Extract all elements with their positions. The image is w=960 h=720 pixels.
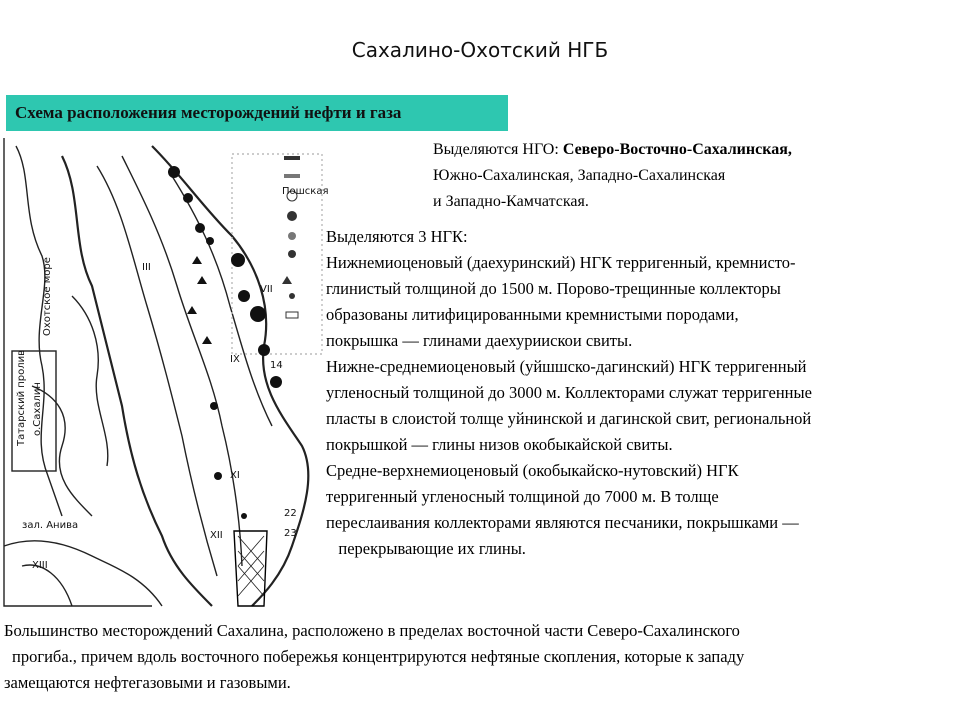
- field-marker: [241, 513, 247, 519]
- field-marker: [183, 193, 193, 203]
- ngk-line: угленосный толщиной до 3000 м. Коллекторами служат терригенные: [326, 383, 812, 402]
- oil-gas-fields-map: [2, 136, 332, 614]
- ngk-line: переслаивания коллекторами являются песчаники, покрышками —: [326, 513, 799, 532]
- ngo-line-3: и Западно-Камчатская.: [433, 193, 589, 210]
- legend-column: [282, 156, 300, 318]
- summary-line-3: замещаются нефтегазовыми и газовыми.: [4, 673, 291, 692]
- map-svg: [2, 136, 332, 614]
- mainland-coast: [16, 146, 62, 516]
- ngk-line: Нижнемиоценовый (даехуринский) НГК терригенный, кремнисто-: [326, 253, 796, 272]
- region-label: XI: [230, 470, 240, 481]
- ngk-description: [326, 224, 954, 562]
- ngk-line: перекрывающие их глины.: [326, 539, 526, 558]
- summary-line-1: Большинство месторождений Сахалина, расположено в пределах восточной части Северо-Сахалинского: [4, 621, 740, 640]
- ngk-line: терригенный угленосный толщиной до 7000 м. В толще: [326, 487, 719, 506]
- ngk-heading: Выделяются 3 НГК:: [326, 227, 468, 246]
- field-marker: [206, 237, 214, 245]
- ngo-bold: Северо-Восточно-Сахалинская,: [562, 141, 792, 158]
- field-marker: [168, 166, 180, 178]
- ngo-line-2: Южно-Сахалинская, Западно-Сахалинская: [433, 167, 726, 184]
- field-marker: [210, 402, 218, 410]
- kuril-label: Пошская: [282, 186, 329, 197]
- field-number: 23: [284, 528, 297, 539]
- strait-label: Татарский пролив: [16, 349, 27, 446]
- bay-label: зал. Анива: [22, 520, 79, 531]
- field-marker: [250, 306, 266, 322]
- field-marker: [238, 290, 250, 302]
- region-label: XII: [210, 530, 223, 541]
- gas-field-markers: [187, 256, 212, 344]
- field-number: 14: [270, 360, 283, 371]
- ngk-line: образованы литифицированными кремнистыми породами,: [326, 305, 739, 324]
- sea-label: Охотское море: [42, 257, 53, 336]
- summary-line-2: прогиба., причем вдоль восточного побережья концентрируются нефтяные скопления, которые к западу: [12, 647, 745, 666]
- field-marker: [258, 344, 270, 356]
- ngo-prefix: Выделяются НГО:: [433, 141, 563, 158]
- field-marker: [270, 376, 282, 388]
- ngk-line: Нижне-среднемиоценовый (уйшшско-дагинский) НГК терригенный: [326, 357, 807, 376]
- field-marker: [195, 223, 205, 233]
- bottom-summary: [4, 618, 954, 696]
- region-label: VII: [260, 284, 273, 295]
- island-label: о.Сахалин: [32, 382, 43, 436]
- ngk-line: пласты в слоистой толще уйнинской и дагинской свит, региональной: [326, 409, 812, 428]
- map-caption: Схема расположения месторождений нефти и газа: [6, 95, 508, 131]
- slide-title: Сахалино-Охотский НГБ: [351, 38, 609, 62]
- field-marker: [231, 253, 245, 267]
- region-label: III: [142, 262, 151, 273]
- ngk-line: покрышкой — глины низов окобыкайской свиты.: [326, 435, 673, 454]
- ngk-line: Средне-верхнемиоценовый (окобыкайско-нутовский) НГК: [326, 461, 739, 480]
- ngo-description: [433, 137, 933, 215]
- region-label: IX: [230, 354, 240, 365]
- ngk-line: глинистый толщиной до 1500 м. Порово-трещинные коллекторы: [326, 279, 781, 298]
- ngo-line-1: [433, 137, 933, 163]
- region-label: XIII: [32, 560, 48, 571]
- sakhalin-west-coast: [62, 156, 212, 606]
- ngk-line: покрышка — глинами даехуриискои свиты.: [326, 331, 633, 350]
- field-marker: [214, 472, 222, 480]
- field-number: 22: [284, 508, 297, 519]
